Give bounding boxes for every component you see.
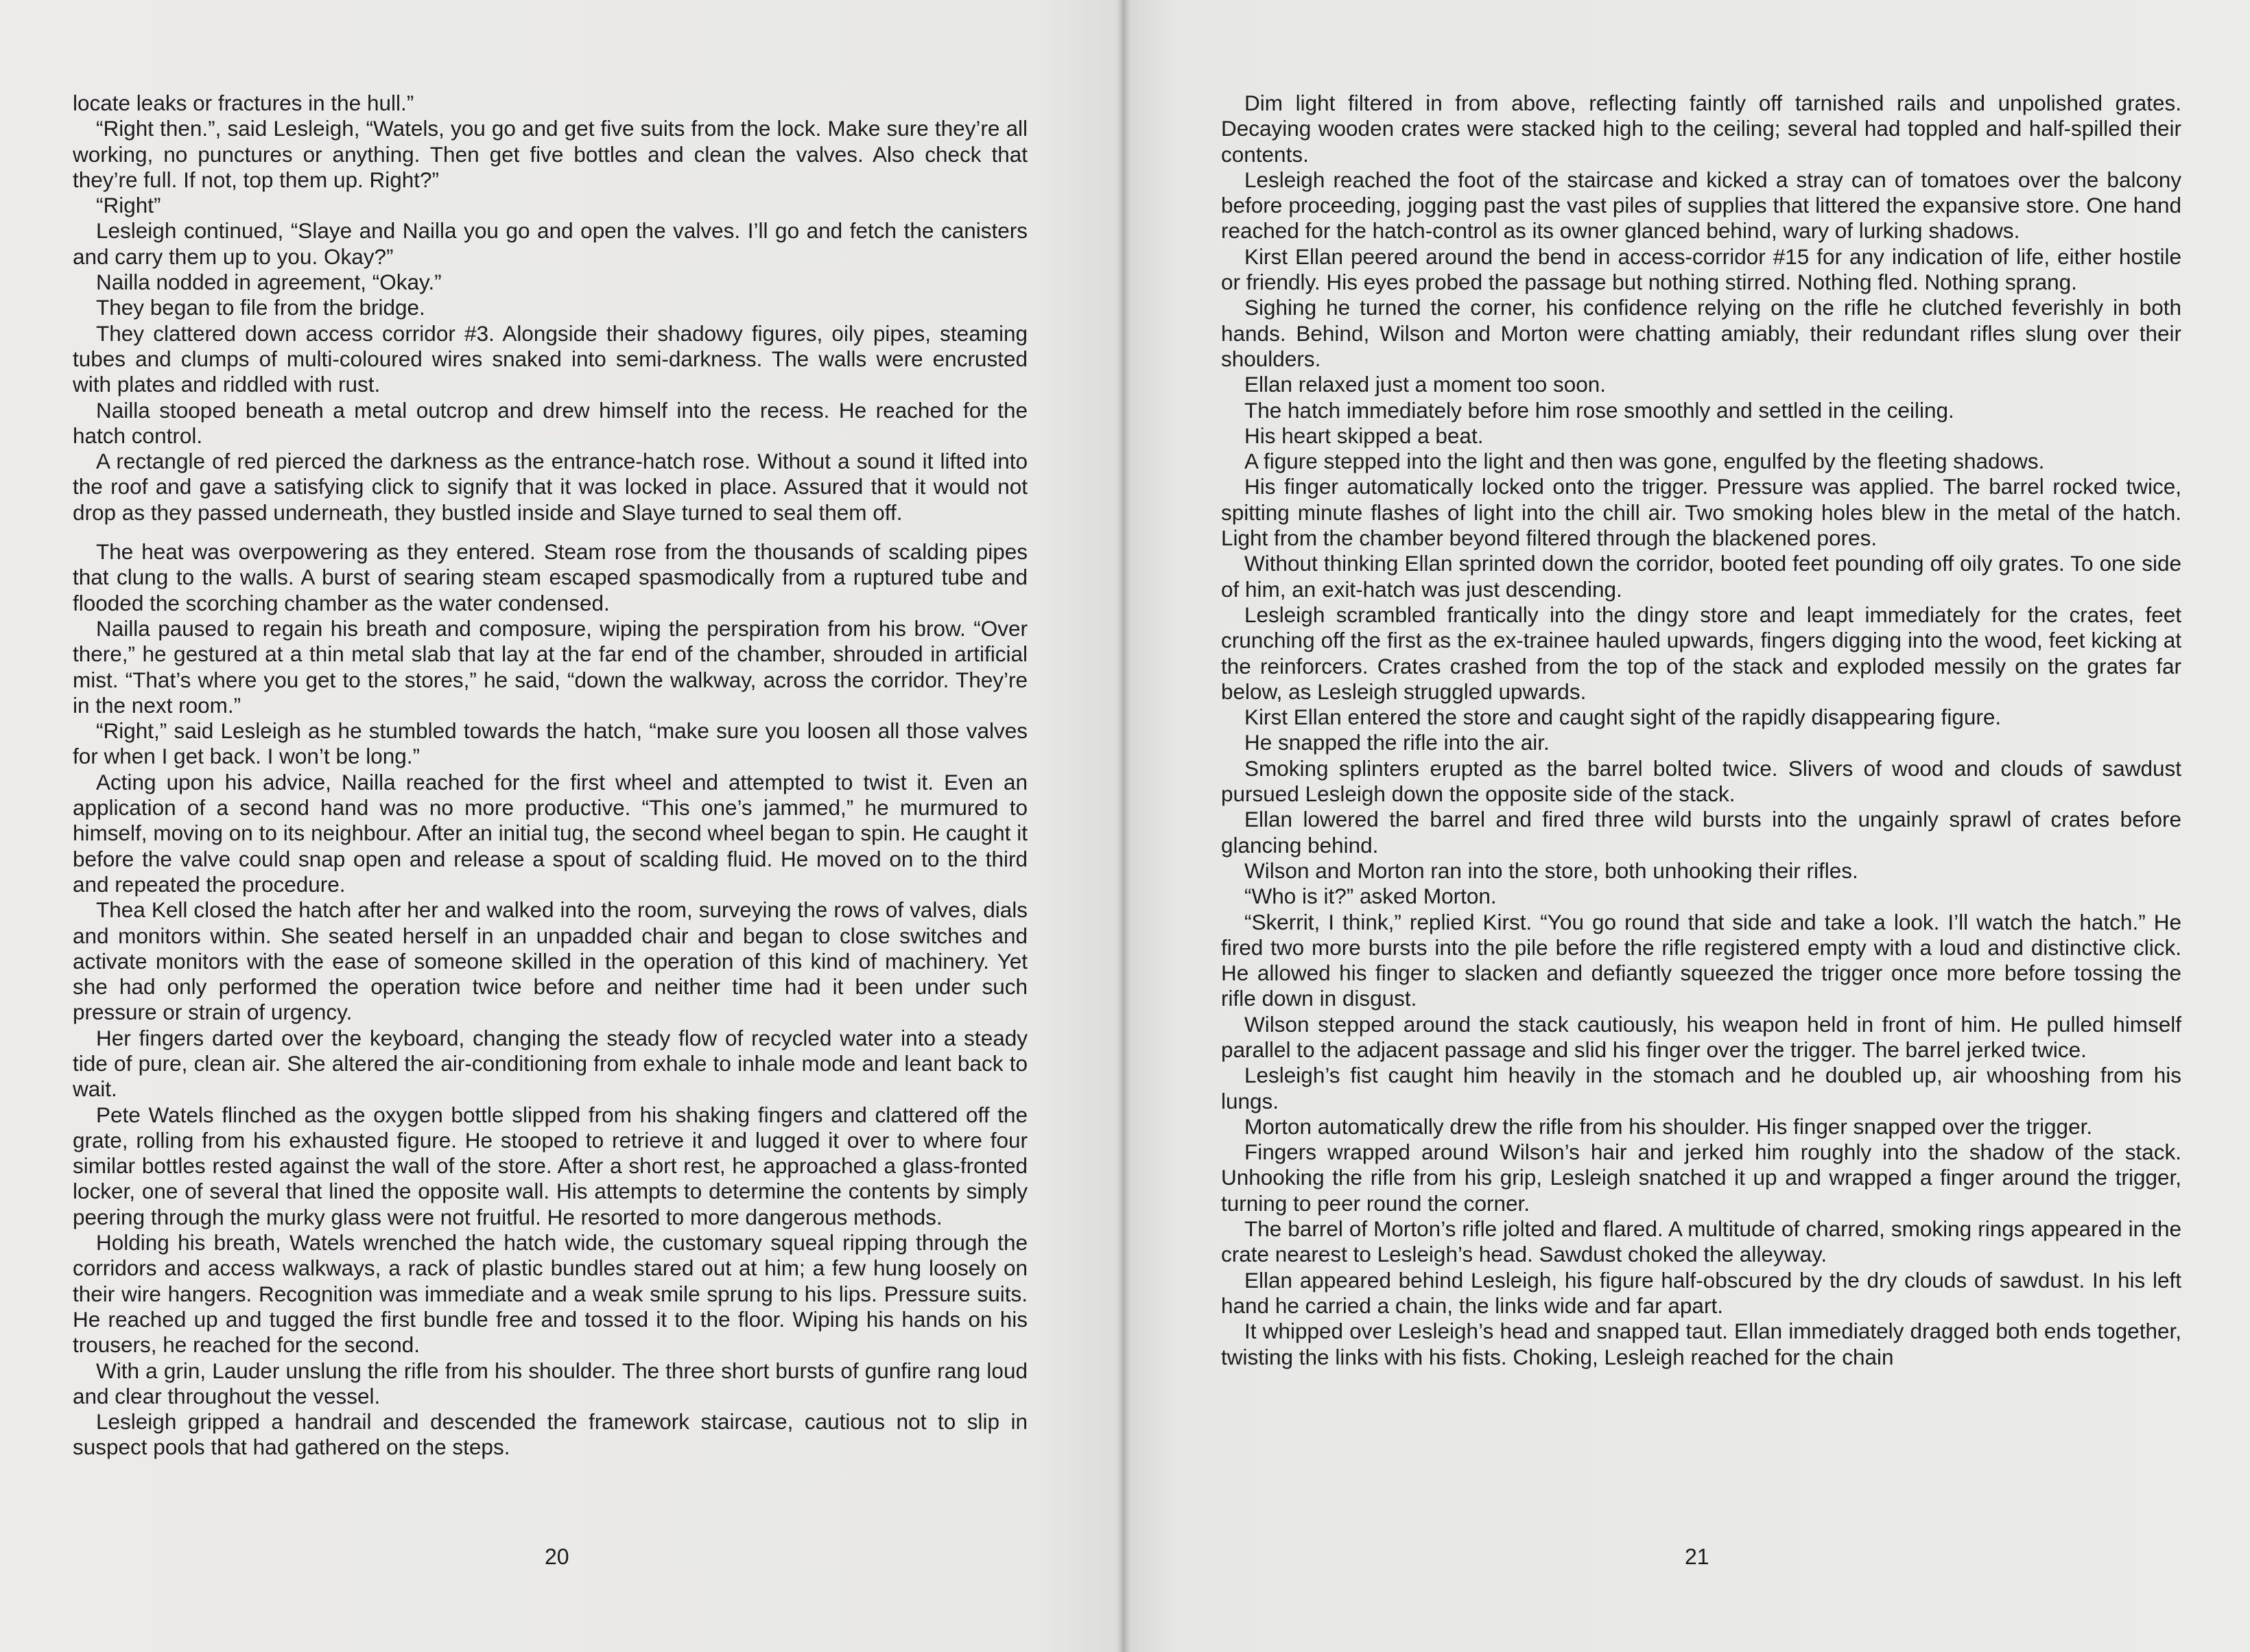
paragraph: Dim light filtered in from above, reflecting faintly off tarnished rails and unpolished grates. Decaying wooden crates were stacked high to the ceiling; several had toppled and half-spilled their contents. bbox=[1221, 91, 2181, 167]
paragraph: locate leaks or fractures in the hull.” bbox=[73, 91, 414, 115]
paragraph: Ellan appeared behind Lesleigh, his figure half-obscured by the dry clouds of sawdust. In his left hand he carried a chain, the links wide and far apart. bbox=[1221, 1267, 2181, 1318]
page-number: 21 bbox=[1685, 1544, 1709, 1569]
paragraph: Thea Kell closed the hatch after her and walked into the room, surveying the rows of valves, dials and monitors within. She seated herself in an unpadded chair and began to close switches and activate monitors with the ease of someone skilled in the operation of this kind of machinery. Yet she had only performed the operation twice before and neither time had it been under such pressure or strain of urgency. bbox=[73, 897, 1028, 1025]
paragraph: Ellan relaxed just a moment too soon. bbox=[1244, 372, 1607, 397]
right-page bbox=[1122, 0, 2250, 1652]
paragraph: The barrel of Morton’s rifle jolted and flared. A multitude of charred, smoking rings appeared in the crate nearest to Lesleigh’s head. Sawdust choked the alleyway. bbox=[1221, 1216, 2181, 1267]
paragraph: Her fingers darted over the keyboard, changing the steady flow of recycled water into a steady tide of pure, clean air. She altered the air-conditioning from exhale to inhale mode and leant back to wait. bbox=[73, 1025, 1028, 1102]
paragraph: Nailla nodded in agreement, “Okay.” bbox=[96, 270, 442, 295]
paragraph: Fingers wrapped around Wilson’s hair and jerked him roughly into the shadow of the stack. Unhooking the rifle from his grip, Lesleigh snatched it up and wrapped a finger around the trigger, turning to peer round the corner. bbox=[1221, 1140, 2181, 1216]
paragraph: Smoking splinters erupted as the barrel bolted twice. Slivers of wood and clouds of sawdust pursued Lesleigh down the opposite side of the stack. bbox=[1221, 755, 2181, 807]
paragraph: Holding his breath, Watels wrenched the hatch wide, the customary squeal ripping through the corridors and access walkways, a rack of plastic bundles stared out at him; a few hung loosely on their wire hangers. Recognition was immediate and a weak smile sprung to his lips. Pressure suits. He reached up and tugged the first bundle free and tossed it to the floor. Wiping his hands on his trousers, he reached for the second. bbox=[73, 1230, 1028, 1358]
paragraph: Nailla paused to regain his breath and composure, wiping the perspiration from his brow. “Over there,” he gestured at a thin metal slab that lay at the far end of the chamber, shrouded in artificial mist. “That’s where you get to the stores,” he said, “down the walkway, across the corridor. They’re in the next room.” bbox=[73, 615, 1028, 718]
paragraph: Lesleigh’s fist caught him heavily in the stomach and he doubled up, air whooshing from his lungs. bbox=[1221, 1063, 2181, 1113]
paragraph: They clattered down access corridor #3. Alongside their shadowy figures, oily pipes, steaming tubes and clumps of multi-coloured wires snaked into semi-darkness. The walls were encrusted with plates and riddled with rust. bbox=[73, 320, 1028, 397]
paragraph: Ellan lowered the barrel and fired three wild bursts into the ungainly sprawl of crates before glancing behind. bbox=[1221, 807, 2181, 858]
left-page bbox=[0, 0, 1122, 1652]
paragraph: The hatch immediately before him rose smoothly and settled in the ceiling. bbox=[1244, 397, 1954, 423]
paragraph: “Who is it?” asked Morton. bbox=[1244, 884, 1497, 909]
book-gutter bbox=[1117, 0, 1130, 1652]
paragraph: With a grin, Lauder unslung the rifle from his shoulder. The three short bursts of gunfire rang loud and clear throughout the vessel. bbox=[73, 1358, 1028, 1408]
paragraph: Lesleigh scrambled frantically into the dingy store and leapt immediately for the crates, feet crunching off the first as the ex-trainee hauled upwards, fingers digging into the wood, feet kicking at the reinforcers. Crates crashed from the top of the stack and exploded messily on the grates far below, as Lesleigh struggled upwards. bbox=[1221, 602, 2181, 704]
paragraph: “Skerrit, I think,” replied Kirst. “You go round that side and take a look. I’ll watch the hatch.” He fired two more bursts into the pile before the rifle registered empty with a loud and distinctive click. He allowed his finger to slacken and defiantly squeezed the trigger once more before tossing the rifle down in disgust. bbox=[1221, 909, 2181, 1011]
paragraph: Sighing he turned the corner, his confidence relying on the rifle he clutched feverishly in both hands. Behind, Wilson and Morton were chatting amiably, their redundant rifles slung over their shoulders. bbox=[1221, 295, 2181, 371]
paragraph: His finger automatically locked onto the trigger. Pressure was applied. The barrel rocked twice, spitting minute flashes of light into the chill air. Two smoking holes blew in the metal of the hatch. Light from the chamber beyond filtered through the blackened pores. bbox=[1221, 474, 2181, 551]
paragraph: “Right then.”, said Lesleigh, “Watels, you go and get five suits from the lock. Make sure they’re all working, no punctures or anything. Then get five bottles and clean the valves. Also check that they’re full. If not, top them up. Right?” bbox=[73, 116, 1028, 192]
paragraph: A figure stepped into the light and then was gone, engulfed by the fleeting shadows. bbox=[1244, 449, 2045, 474]
paragraph: Wilson and Morton ran into the store, both unhooking their rifles. bbox=[1244, 858, 1858, 883]
paragraph: Kirst Ellan peered around the bend in access-corridor #15 for any indication of life, either hostile or friendly. His eyes probed the passage but nothing stirred. Nothing fled. Nothing sprang. bbox=[1221, 244, 2181, 295]
right-page-text bbox=[1221, 91, 2181, 1370]
paragraph: Acting upon his advice, Nailla reached for the first wheel and attempted to twist it. Even an application of a second hand was no more productive. “This one’s jammed,” he murmured to himself, moving on to its neighbour. After an initial tug, the second wheel began to spin. He caught it before the valve could snap open and release a spout of scalding fluid. He moved on to the third and repeated the procedure. bbox=[73, 769, 1028, 897]
paragraph: Wilson stepped around the stack cautiously, his weapon held in front of him. He pulled himself parallel to the adjacent passage and slid his finger over the trigger. The barrel jerked twice. bbox=[1221, 1011, 2181, 1062]
paragraph: They began to file from the bridge. bbox=[96, 295, 425, 320]
paragraph: Nailla stooped beneath a metal outcrop and drew himself into the recess. He reached for the hatch control. bbox=[73, 397, 1028, 448]
paragraph: “Right,” said Lesleigh as he stumbled towards the hatch, “make sure you loosen all those valves for when I get back. I won’t be long.” bbox=[73, 718, 1028, 769]
paragraph: Without thinking Ellan sprinted down the corridor, booted feet pounding off oily grates. To one side of him, an exit-hatch was just descending. bbox=[1221, 551, 2181, 602]
paragraph: A rectangle of red pierced the darkness as the entrance-hatch rose. Without a sound it lifted into the roof and gave a satisfying click to signify that it was locked in place. Assured that it would not drop as they passed underneath, they bustled inside and Slaye turned to seal them off. bbox=[73, 449, 1028, 525]
page-number: 20 bbox=[545, 1544, 569, 1569]
paragraph: He snapped the rifle into the air. bbox=[1244, 730, 1550, 755]
paragraph: Morton automatically drew the rifle from his shoulder. His finger snapped over the trigger. bbox=[1244, 1113, 2093, 1139]
paragraph: “Right” bbox=[96, 193, 161, 218]
paragraph: It whipped over Lesleigh’s head and snapped taut. Ellan immediately dragged both ends together, twisting the links with his fists. Choking, Lesleigh reached for the chain bbox=[1221, 1319, 2181, 1369]
paragraph: The heat was overpowering as they entered. Steam rose from the thousands of scalding pipes that clung to the walls. A burst of searing steam escaped spasmodically from a ruptured tube and flooded the scorching chamber as the water condensed. bbox=[73, 539, 1028, 615]
paragraph: Kirst Ellan entered the store and caught sight of the rapidly disappearing figure. bbox=[1244, 705, 2002, 730]
paragraph: Pete Watels flinched as the oxygen bottle slipped from his shaking fingers and clattered off the grate, rolling from his exhausted figure. He stooped to retrieve it and lugged it over to where four similar bottles rested against the wall of the store. After a short rest, he approached a glass-fronted locker, one of several that lined the opposite wall. His attempts to determine the contents by simply peering through the murky glass were not fruitful. He resorted to more dangerous methods. bbox=[73, 1102, 1028, 1229]
left-page-text bbox=[73, 91, 1028, 1461]
paragraph: His heart skipped a beat. bbox=[1244, 423, 1484, 448]
paragraph: Lesleigh reached the foot of the staircase and kicked a stray can of tomatoes over the balcony before proceeding, jogging past the vast piles of supplies that littered the expansive store. One hand reached for the hatch-control as its owner glanced behind, wary of lurking shadows. bbox=[1221, 167, 2181, 244]
paragraph: Lesleigh gripped a handrail and descended the framework staircase, cautious not to slip in suspect pools that had gathered on the steps. bbox=[73, 1409, 1028, 1460]
paragraph: Lesleigh continued, “Slaye and Nailla you go and open the valves. I’ll go and fetch the canisters and carry them up to you. Okay?” bbox=[73, 218, 1028, 269]
